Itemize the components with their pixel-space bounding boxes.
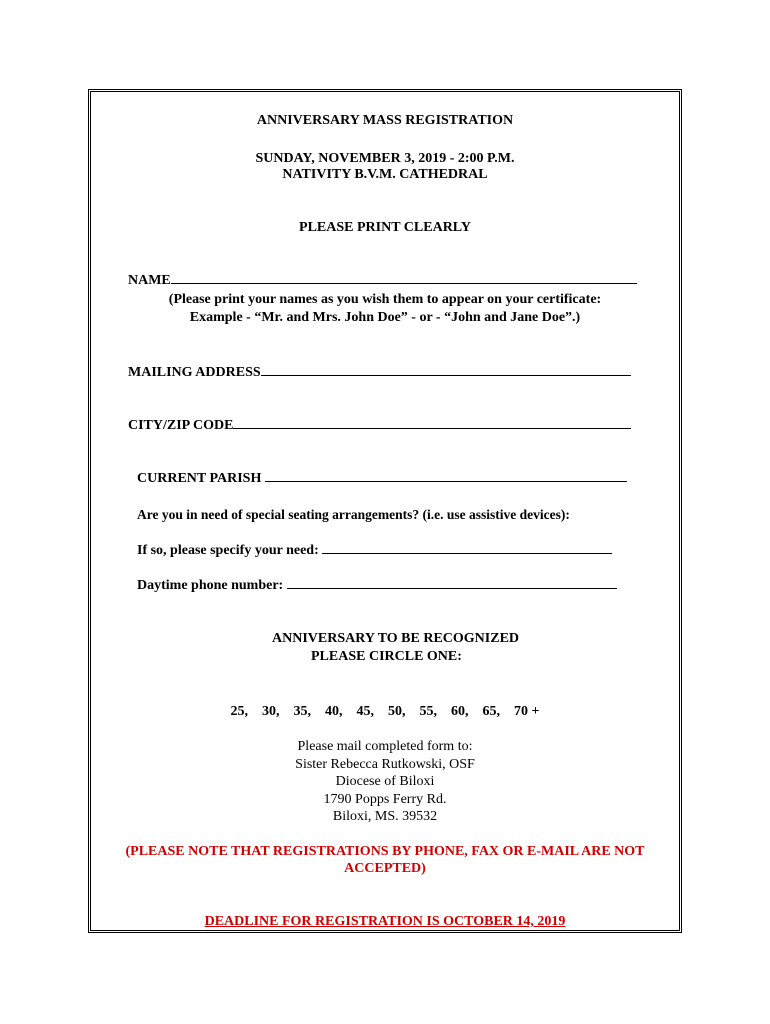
current-parish-row	[137, 469, 627, 487]
city-zip-label: CITY/ZIP CODE	[128, 418, 234, 433]
event-location: NATIVITY B.V.M. CATHEDRAL	[282, 167, 488, 182]
mail-city: Biloxi, MS. 39532	[332, 809, 438, 824]
anniversary-heading: ANNIVERSARY TO BE RECOGNIZED	[272, 631, 520, 646]
specify-need-label: If so, please specify your need:	[137, 543, 319, 558]
current-parish-label: CURRENT PARISH	[137, 471, 262, 486]
city-zip-row	[128, 416, 631, 434]
mail-recipient: Sister Rebecca Rutkowski, OSF	[295, 757, 475, 772]
specify-need-field[interactable]	[322, 541, 612, 554]
city-zip-field[interactable]	[233, 416, 631, 429]
mail-instruction: Please mail completed form to:	[297, 739, 473, 754]
phone-label: Daytime phone number:	[137, 578, 284, 593]
mail-organization: Diocese of Biloxi	[335, 774, 435, 789]
print-instruction: PLEASE PRINT CLEARLY	[299, 220, 471, 235]
current-parish-field[interactable]	[265, 469, 627, 482]
anniversary-subheading: PLEASE CIRCLE ONE:	[311, 649, 462, 664]
name-row	[128, 271, 637, 289]
seating-question: Are you in need of special seating arrangements? (i.e. use assistive devices):	[137, 507, 570, 522]
name-field[interactable]	[171, 271, 637, 284]
name-note-line-1: (Please print your names as you wish them to appear on your certificate:	[168, 292, 602, 307]
name-note-line-2: Example - “Mr. and Mrs. John Doe” - or - “John and Jane Doe”.)	[189, 310, 581, 325]
registration-notice-line-1: (PLEASE NOTE THAT REGISTRATIONS BY PHONE, FAX OR E-MAIL ARE NOT	[125, 844, 645, 859]
registration-notice-line-2: ACCEPTED)	[344, 861, 426, 876]
phone-row	[137, 576, 617, 594]
event-date: SUNDAY, NOVEMBER 3, 2019 - 2:00 P.M.	[255, 151, 515, 166]
registration-deadline: DEADLINE FOR REGISTRATION IS OCTOBER 14, 2019	[204, 914, 566, 929]
name-label: NAME	[128, 273, 171, 288]
mail-street: 1790 Popps Ferry Rd.	[323, 792, 447, 807]
form-title: ANNIVERSARY MASS REGISTRATION	[256, 113, 514, 128]
mailing-address-label: MAILING ADDRESS	[128, 365, 261, 380]
anniversary-options[interactable]: 25, 30, 35, 40, 45, 50, 55, 60, 65, 70 +	[230, 704, 540, 719]
mailing-address-row	[128, 363, 631, 381]
mailing-address-field[interactable]	[261, 363, 631, 376]
phone-field[interactable]	[287, 576, 617, 589]
specify-need-row	[137, 541, 612, 559]
